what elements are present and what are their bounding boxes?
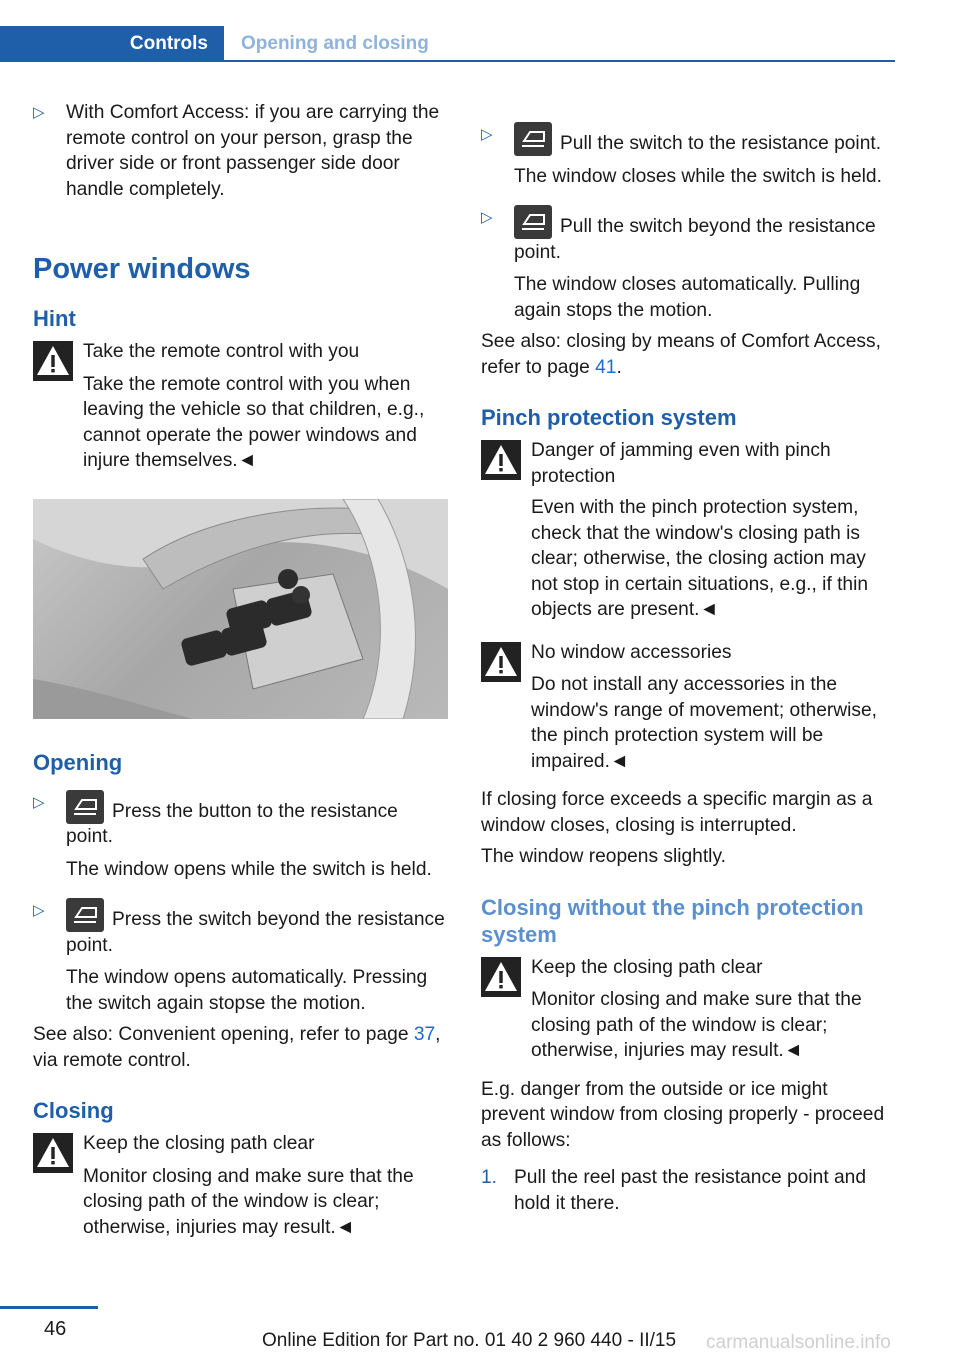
step-text: Press the button to the resistance point. [66,800,398,847]
section-tab: Controls [0,26,224,62]
page-link-41[interactable]: 41 [595,356,617,378]
chapter-tab: Opening and closing [241,33,429,54]
step-text: Press the switch beyond the resistance point. [66,909,445,956]
warning-remote-control [33,339,448,474]
heading-closing-without-pinch: Closing without the pinch protection system [481,894,864,947]
step-note: The window closes while the switch is held. [514,165,882,187]
warning-title: Danger of jamming even with pinch protection [531,440,831,487]
step-number: 1. [481,1167,498,1188]
closing-force-text: If closing force exceeds a specific margin as a window closes, closing is interrupted. [481,789,873,836]
bullet-text: With Comfort Access: if you are carrying the remote control on your person, grasp the driver side or front passenger side door handle completely. [66,102,440,200]
warning-no-accessories [481,640,895,775]
see-also-closing: See also: closing by means of Comfort Access, refer to page 41. [481,331,881,378]
page-number: 46 [44,1318,67,1340]
warning-title: Keep the closing path clear [83,1133,315,1154]
right-column [481,100,895,1216]
warning-triangle-icon [481,642,521,682]
see-also-opening: See also: Convenient opening, refer to page 37, via remote control. [33,1024,441,1071]
step-note: The window closes automatically. Pulling again stops the motion. [514,274,861,321]
heading-pinch-protection: Pinch protection system [481,405,737,430]
warning-triangle-icon [481,440,521,480]
warning-title: Take the remote control with you [83,341,360,362]
warning-body: Monitor closing and make sure that the closing path of the window is clear; otherwise, injuries may result.◄ [531,989,862,1061]
window-switch-icon [514,205,552,239]
watermark: carmanualsonline.info [706,1332,891,1353]
footer-rule [0,1306,98,1309]
warning-closing-path [33,1131,448,1240]
comfort-access-bullet [33,100,448,202]
step-text: Pull the switch to the resistance point. [560,133,882,154]
reopen-text: The window reopens slightly. [481,846,726,867]
window-switch-icon [66,898,104,932]
closing-step-2 [481,205,895,323]
heading-closing: Closing [33,1098,114,1123]
warning-triangle-icon [481,957,521,997]
step-text: Pull the reel past the resistance point and hold it there. [514,1167,866,1214]
warning-body: Even with the pinch protection system, check that the window's closing path is clear; otherwise, the closing action may not stop in certain situations, e.g., if thin objects are present.◄ [531,497,869,620]
bullet-triangle-icon: ▷ [481,209,493,226]
step-note: The window opens automatically. Pressing the switch again stopse the motion. [66,967,428,1014]
warning-body: Take the remote control with you when leaving the vehicle so that children, e.g., cannot operate the power windows and injure themselves.◄ [83,373,425,471]
heading-opening: Opening [33,749,123,775]
warning-triangle-icon [33,341,73,381]
header-rule [0,60,895,62]
bullet-triangle-icon: ▷ [481,126,493,143]
closing-step-1 [481,122,895,189]
left-column [33,100,448,1240]
heading-hint: Hint [33,306,76,331]
door-panel-switches-image [33,499,448,719]
page-header [0,26,895,62]
window-switch-icon [514,122,552,156]
bullet-triangle-icon: ▷ [33,902,45,919]
bullet-triangle-icon: ▷ [33,104,45,121]
warning-body: Do not install any accessories in the window's range of movement; otherwise, the pinch protection system will be impaired.◄ [531,674,878,772]
opening-step-1 [33,790,448,883]
step-note: The window opens while the switch is held. [66,858,432,880]
warning-title: Keep the closing path clear [531,956,763,978]
warning-jamming [481,438,895,623]
page-link-37[interactable]: 37 [413,1024,436,1045]
opening-step-2 [33,898,448,1016]
window-switch-icon [66,790,104,824]
eg-danger-text: E.g. danger from the outside or ice might prevent window from closing properly - proceed as follows: [481,1078,885,1151]
heading-power-windows: Power windows [33,253,251,285]
warning-triangle-icon [33,1133,73,1173]
warning-closing-path-2 [481,955,895,1064]
warning-title: No window accessories [531,641,732,663]
bullet-triangle-icon: ▷ [33,793,45,811]
edition-note: Online Edition for Part no. 01 40 2 960 440 - II/15 [262,1330,677,1351]
numbered-step-1 [481,1165,895,1216]
warning-body: Monitor closing and make sure that the closing path of the window is clear; otherwise, injuries may result.◄ [83,1165,414,1238]
step-text: Pull the switch beyond the resistance point. [514,216,876,263]
